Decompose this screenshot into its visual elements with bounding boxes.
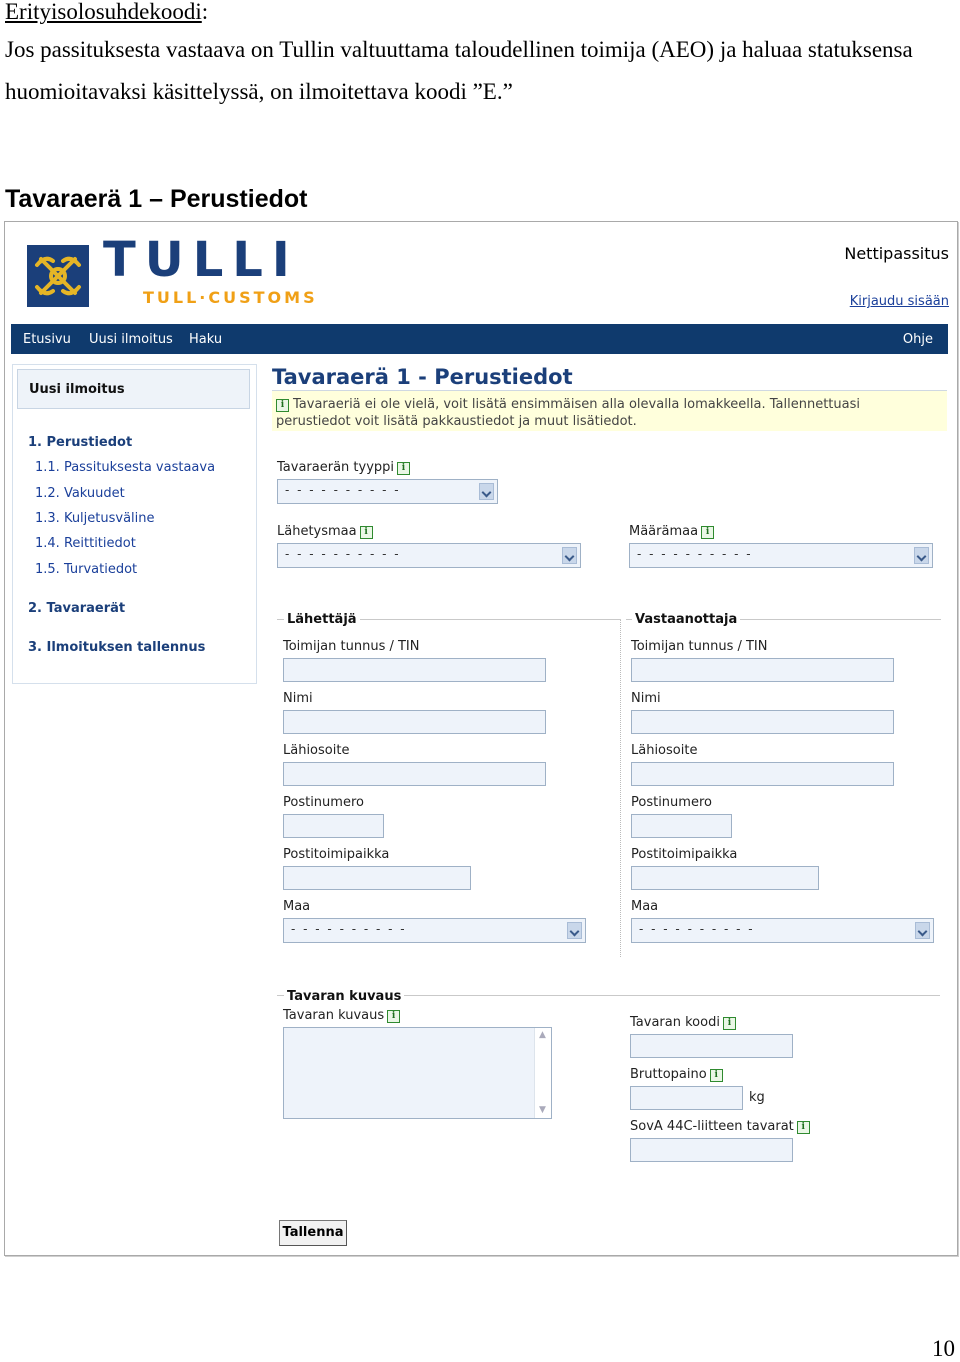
sender-tin-input[interactable] bbox=[283, 658, 546, 682]
sidebar-item-vakuudet[interactable]: 1.2. Vakuudet bbox=[35, 486, 125, 501]
receiver-country-select[interactable]: - - - - - - - - - - bbox=[631, 918, 934, 943]
chevron-down-icon[interactable] bbox=[562, 547, 577, 564]
heading-colon: : bbox=[201, 0, 209, 24]
sidebar-item-ilmoituksen-tallennus[interactable]: 3. Ilmoituksen tallennus bbox=[28, 640, 206, 655]
receiver-city-label: Postitoimipaikka bbox=[631, 847, 738, 862]
lahetysmaa-select[interactable]: - - - - - - - - - - bbox=[277, 543, 581, 568]
app-screenshot bbox=[4, 221, 958, 1256]
sidebar-header bbox=[17, 369, 250, 409]
sender-address-input[interactable] bbox=[283, 762, 546, 786]
receiver-legend: Vastaanottaja bbox=[632, 612, 740, 627]
tavaraeran-tyyppi-select[interactable]: - - - - - - - - - - bbox=[277, 479, 498, 504]
sender-city-input[interactable] bbox=[283, 866, 471, 890]
nav-item-uusi-ilmoitus[interactable]: Uusi ilmoitus bbox=[89, 332, 173, 347]
receiver-country-label: Maa bbox=[631, 899, 659, 914]
scroll-up-icon[interactable]: ▲ bbox=[539, 1030, 546, 1040]
goods-code-input[interactable] bbox=[630, 1034, 793, 1058]
sender-name-input[interactable] bbox=[283, 710, 546, 734]
sender-country-label: Maa bbox=[283, 899, 311, 914]
receiver-address-input[interactable] bbox=[631, 762, 894, 786]
save-button[interactable]: Tallenna bbox=[279, 1220, 347, 1246]
maaramaa-select[interactable]: - - - - - - - - - - bbox=[629, 543, 933, 568]
sidebar-item-perustiedot[interactable]: 1. Perustiedot bbox=[28, 435, 133, 450]
weight-unit: kg bbox=[749, 1090, 765, 1105]
page-title: Tavaraerä 1 - Perustiedot bbox=[272, 365, 573, 389]
info-message bbox=[272, 391, 947, 431]
textarea-scrollbar[interactable] bbox=[534, 1028, 551, 1118]
info-icon[interactable]: i bbox=[701, 526, 714, 539]
sova-input[interactable] bbox=[630, 1138, 793, 1162]
chevron-down-icon[interactable] bbox=[915, 922, 930, 939]
sidebar-item-kuljetusvaline[interactable]: 1.3. Kuljetusväline bbox=[35, 511, 155, 526]
receiver-tin-label: Toimijan tunnus / TIN bbox=[631, 639, 768, 654]
main-nav bbox=[11, 324, 948, 354]
paragraph-line-1: Jos passituksesta vastaava on Tullin valtuuttama taloudellinen toimija (AEO) ja haluaa statuksensa bbox=[5, 37, 913, 62]
lahetysmaa-label: Lähetysmaa i bbox=[277, 524, 373, 539]
gross-weight-label: Bruttopaino i bbox=[630, 1067, 723, 1082]
sender-country-select[interactable]: - - - - - - - - - - bbox=[283, 918, 586, 943]
sidebar-item-tavaraerat[interactable]: 2. Tavaraerät bbox=[28, 601, 126, 616]
sender-name-label: Nimi bbox=[283, 691, 313, 706]
sender-tin-label: Toimijan tunnus / TIN bbox=[283, 639, 420, 654]
sidebar bbox=[12, 364, 257, 684]
goods-description-textarea[interactable] bbox=[283, 1027, 552, 1119]
receiver-postcode-label: Postinumero bbox=[631, 795, 712, 810]
info-icon[interactable]: i bbox=[360, 526, 373, 539]
tulli-emblem-icon bbox=[27, 245, 89, 307]
receiver-city-input[interactable] bbox=[631, 866, 819, 890]
sidebar-item-passituksesta-vastaava[interactable]: 1.1. Passituksesta vastaava bbox=[35, 460, 216, 475]
sender-address-label: Lähiosoite bbox=[283, 743, 350, 758]
chevron-down-icon[interactable] bbox=[567, 922, 582, 939]
chevron-down-icon[interactable] bbox=[914, 547, 929, 564]
info-icon[interactable]: i bbox=[397, 462, 410, 475]
sender-postcode-label: Postinumero bbox=[283, 795, 364, 810]
goods-legend: Tavaran kuvaus bbox=[284, 989, 404, 1004]
scroll-down-icon[interactable]: ▼ bbox=[539, 1105, 546, 1115]
gross-weight-input[interactable] bbox=[630, 1086, 743, 1110]
chevron-down-icon[interactable] bbox=[479, 483, 494, 500]
section-heading: Tavaraerä 1 – Perustiedot bbox=[5, 185, 308, 213]
page-number: 10 bbox=[932, 1336, 955, 1361]
logo-subtext: TULL·CUSTOMS bbox=[143, 288, 318, 307]
sova-label: SovA 44C-liitteen tavarat i bbox=[630, 1119, 810, 1134]
info-icon[interactable]: i bbox=[723, 1017, 736, 1030]
info-icon[interactable]: i bbox=[797, 1121, 810, 1134]
receiver-address-label: Lähiosoite bbox=[631, 743, 698, 758]
sidebar-header-label: Uusi ilmoitus bbox=[29, 382, 125, 397]
goods-description-label: Tavaran kuvaus i bbox=[283, 1008, 400, 1023]
document-heading-line bbox=[5, 0, 208, 23]
tavaraeran-tyyppi-label: Tavaraerän tyyppi i bbox=[277, 460, 410, 475]
login-link[interactable]: Kirjaudu sisään bbox=[849, 294, 949, 309]
info-icon[interactable]: i bbox=[710, 1069, 723, 1082]
nav-item-etusivu[interactable]: Etusivu bbox=[23, 332, 71, 347]
sender-city-label: Postitoimipaikka bbox=[283, 847, 390, 862]
receiver-tin-input[interactable] bbox=[631, 658, 894, 682]
receiver-postcode-input[interactable] bbox=[631, 814, 732, 838]
paragraph-line-2: huomioitavaksi käsittelyssä, on ilmoitettava koodi ”E.” bbox=[5, 79, 513, 104]
logo-wordmark: TULLI bbox=[103, 232, 299, 288]
goods-code-label: Tavaran koodi i bbox=[630, 1015, 736, 1030]
maaramaa-label: Määrämaa i bbox=[629, 524, 714, 539]
site-title: Nettipassitus bbox=[844, 244, 949, 263]
sender-postcode-input[interactable] bbox=[283, 814, 384, 838]
nav-item-ohje[interactable]: Ohje bbox=[902, 332, 933, 347]
info-message-text: Tavaraeriä ei ole vielä, voit lisätä ensimmäisen alla olevalla lomakkeella. Tallennettuasi perustiedot voit lisätä pakkaustiedot ja muut lisätiedot. bbox=[276, 397, 860, 429]
receiver-name-label: Nimi bbox=[631, 691, 661, 706]
info-icon: i bbox=[276, 399, 289, 412]
fieldset-divider bbox=[620, 620, 621, 957]
nav-item-haku[interactable]: Haku bbox=[189, 332, 223, 347]
info-icon[interactable]: i bbox=[387, 1010, 400, 1023]
sidebar-item-turvatiedot[interactable]: 1.5. Turvatiedot bbox=[35, 562, 138, 577]
sidebar-item-reittitiedot[interactable]: 1.4. Reittitiedot bbox=[35, 536, 136, 551]
receiver-name-input[interactable] bbox=[631, 710, 894, 734]
heading-term: Erityisolosuhdekoodi bbox=[5, 0, 202, 24]
sender-legend: Lähettäjä bbox=[284, 612, 360, 627]
